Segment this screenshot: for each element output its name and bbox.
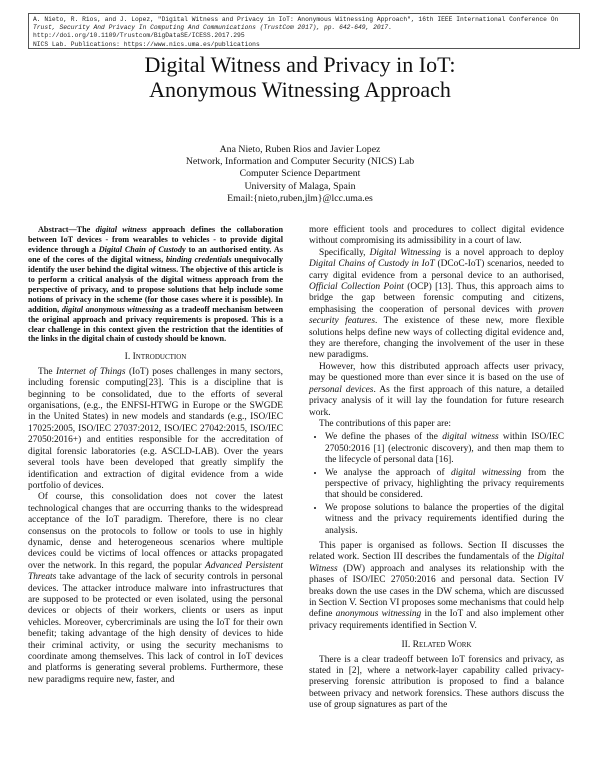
paragraph-emphasis: Digital Witness bbox=[309, 552, 564, 574]
intro-paragraph-1 bbox=[28, 367, 283, 492]
list-text: We define the phases of the bbox=[325, 432, 443, 443]
paragraph-privacy bbox=[309, 362, 564, 419]
list-emphasis: digital witnessing bbox=[451, 467, 522, 478]
paragraph-text: . The existence of these new, more flexible solutions helps define new ways of collecting digital evidence and, they are therefore, changing the involvement of the user in these new paradigms. bbox=[309, 316, 564, 361]
citation-line: A. Nieto, R. Rios, and J. Lopez, "Digital Witness and Privacy in IoT: Anonymous Witnessing Approach", 16th IEEE International Conference On bbox=[33, 16, 559, 23]
paragraph-text: The bbox=[38, 366, 57, 377]
paragraph-contributions-intro: The contributions of this paper are: bbox=[319, 418, 451, 429]
section-heading-related-work: II. Related Work bbox=[401, 639, 472, 651]
citation-publications: NICS Lab. Publications: https://www.nics.uma.es/publications bbox=[33, 40, 260, 48]
left-column bbox=[28, 225, 283, 686]
right-column bbox=[309, 225, 564, 712]
paragraph-emphasis: proven security features bbox=[309, 304, 564, 327]
citation-line: Trust, Security And Privacy In Computing And Communications (TrustCom 2017), pp. 642-649, 2017. bbox=[33, 24, 392, 32]
author-university: University of Malaga, Spain bbox=[244, 180, 356, 192]
list-item: • We propose solutions to balance the properties of the digital witness and the privacy requirements identified during the analysis. bbox=[325, 503, 564, 537]
paragraph-text: . As the first approach of this nature, a detailed privacy analysis of it will lay the foundation for future research work. bbox=[309, 384, 564, 418]
paragraph-emphasis: Advanced Persistent Threats bbox=[28, 560, 284, 583]
author-names: Ana Nieto, Ruben Rios and Javier Lopez bbox=[219, 144, 381, 155]
author-affiliation: Network, Information and Computer Security (NICS) Lab bbox=[185, 156, 415, 168]
title-line-1: Digital Witness and Privacy in IoT: bbox=[144, 52, 456, 77]
abstract-emphasis: Digital Chain of Custody bbox=[98, 244, 186, 254]
paper-title bbox=[40, 52, 560, 102]
abstract-text: Abstract—The bbox=[38, 225, 96, 234]
paragraph-text: (OCP) [13]. Thus, this approach aims to bridge the gap between forensic computing and citizens, emphasising the cooperation of personal devices with bbox=[309, 282, 564, 315]
paragraph-organisation bbox=[309, 541, 564, 632]
citation-doi: http://doi.org/10.1109/Trustcom/BigDataSE/ICESS.2017.295 bbox=[33, 32, 245, 40]
paragraph-text: (IoT) poses challenges in many sectors, including forensic computing[23]. This is a discipline that is beginning to be consolidated, due to the efforts of several organisations, (e.g., the ENFSI-HTWG in Europe or the SWGDE in the United States) in new models and standards (e.g., ISO/IEC 17025:2005, ISO/IEC 27037:2012, ISO/IEC 27042:2015, ISO/IEC 27050:2016+) and entities responsible for the accreditation of digital forensic laboratories (e.g. ASCLD-LAB). Over the years several tools have been developed that greatly simplify the identification and extraction of digital evidence from a wide portfolio of devices. bbox=[28, 366, 283, 491]
citation-box bbox=[28, 13, 580, 49]
abstract-emphasis: digital witness bbox=[95, 225, 147, 234]
paragraph-emphasis: anonymous witnessing bbox=[335, 609, 422, 620]
list-item bbox=[325, 468, 564, 502]
abstract-text: approach defines the collaboration between IoT devices - from wearables to vehicles - to provide digital evidence through a bbox=[28, 225, 284, 254]
paragraph-text: in the IoT and also implement other privacy requirements identified in Section V. bbox=[309, 609, 565, 631]
list-emphasis: digital witness bbox=[442, 432, 499, 443]
author-block bbox=[140, 144, 460, 205]
paragraph-emphasis: Internet of Things bbox=[56, 366, 126, 377]
paragraph-digital-witnessing bbox=[309, 248, 564, 362]
abstract-text: to an authorised entity. As one of the cores of the digital witness, bbox=[28, 244, 283, 264]
list-text: within ISO/IEC 27050:2016 [1] (electronic discovery), and then map them to the lifecycle of personal data [16]. bbox=[325, 432, 565, 466]
list-item bbox=[325, 432, 564, 466]
list-text: from the perspective of privacy, highlighting the privacy requirements that should be considered. bbox=[325, 467, 564, 501]
abstract-text: unequivocally identify the user behind the digital witness. The objective of this article is to perform a critical analysis of the digital witness approach from the perspective of privacy, and to propose solutions that help include some notions of privacy in the scheme (for those cases where it is possible). In addition, bbox=[28, 254, 283, 314]
paragraph-related-work: There is a clear tradeoff between IoT forensics and privacy, as stated in [2], where a network-layer capability called privacy-preserving forensic attribution is proposed to find a balance between privacy and network forensics. These authors discuss the use of group signatures as part of the bbox=[309, 654, 564, 711]
author-email: Email:{nieto,ruben,jlm}@lcc.uma.es bbox=[227, 192, 373, 204]
paragraph-text: (DW) approach and analyses its relationship with the phases of ISO/IEC 27050:2016 and personal data. Section IV breaks down the use cases in the DW schema, which are discussed in Section V. Section VI proposes some mechanisms that could help define bbox=[309, 563, 564, 620]
abstract-emphasis: binding credentials bbox=[165, 254, 232, 264]
paragraph-emphasis: Digital Witnessing bbox=[369, 247, 441, 258]
paragraph-text: However, how this distributed approach affects user privacy, may be questioned more than ever since it is based on the use of bbox=[309, 361, 564, 384]
contributions-list bbox=[309, 432, 564, 537]
list-text: We analyse the approach of bbox=[325, 467, 452, 478]
paragraph-emphasis: Official Collection Point bbox=[309, 282, 404, 293]
abstract-emphasis: digital anonymous witnessing bbox=[61, 304, 163, 314]
section-heading-introduction: I. Introduction bbox=[124, 351, 187, 363]
paragraph-text: This paper is organised as follows. Section II discusses the related work. Section III describes the fundamentals of the bbox=[309, 540, 564, 563]
intro-paragraph-2 bbox=[28, 492, 283, 686]
abstract bbox=[28, 225, 283, 344]
paragraph-text: (DCoC-IoT) scenarios, needed to carry digital evidence from a personal device to an authorised, bbox=[309, 259, 564, 281]
paragraph-emphasis: Digital Chains of Custody in IoT bbox=[309, 259, 435, 270]
title-line-2: Anonymous Witnessing Approach bbox=[149, 77, 451, 102]
author-department: Computer Science Department bbox=[239, 168, 361, 180]
paragraph-text: Of course, this consolidation does not cover the latest technological changes that are occurring thanks to the widespread acceptance of the IoT paradigm. Therefore, there is no clear consensus on the protocols to follow or tools to use in highly dynamic, dense and heterogeneous scenarios where multiple devices could be victims of local offences or attacks propagated over the network. In this regard, the popular bbox=[28, 492, 283, 571]
paragraph-text: take advantage of the lack of security controls in personal devices. The attacker introduce malware into infrastructures that are supposed to be protected or even isolated, using the personal devices or objects of their workers, clients or users as input vehicles. Moreover, cybercriminals are using the IoT for their own benefit; taking advantage of the high density of devices to hide their criminal activity, or using the security mechanisms to coordinate among themselves. This lack of control in IoT devices and platforms is generating several problems. Furthermore, these new paradigms require new, faster, and bbox=[28, 572, 283, 685]
paragraph-emphasis: personal devices bbox=[309, 384, 374, 395]
paragraph-text: is a novel approach to deploy bbox=[440, 247, 564, 258]
paragraph-continuation: more efficient tools and procedures to collect digital evidence without compromising its admissibility in a court of law. bbox=[309, 225, 564, 247]
paragraph-text: Specifically, bbox=[319, 247, 370, 258]
abstract-text: as a tradeoff mechanism between the original approach and privacy requirements is proposed. This is a clear challenge in this context given the restriction that the identities of the links in the digital chain of custody should be known. bbox=[28, 304, 284, 344]
